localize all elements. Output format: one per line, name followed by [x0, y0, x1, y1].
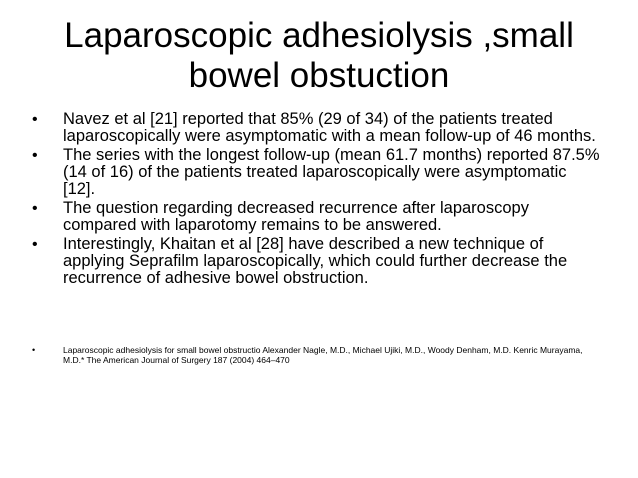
- bullet-item: [32, 236, 602, 287]
- bullet-item: [32, 147, 602, 198]
- bullet-text: Navez et al [21] reported that 85% (29 of 34) of the patients treated laparoscopically were asymptomatic with a mean follow-up of 46 months.: [63, 110, 596, 145]
- bullet-item: [32, 200, 602, 234]
- title-line-2: bowel obstuction: [188, 56, 450, 95]
- reference-bullet-dot: •: [32, 345, 36, 355]
- slide-title: [40, 16, 598, 96]
- bullet-text: Interestingly, Khaitan et al [28] have described a new technique of applying Seprafilm laparoscopically, which could further decrease the recurrence of adhesive bowel obstruction.: [63, 235, 568, 287]
- reference-text: Laparoscopic adhesiolysis for small bowel obstructio Alexander Nagle, M.D., Michael Ujiki, M.D., Woody Denham, M.D. Kenric Murayama, M.D.* The American Journal of Surgery 187 (2004) 464–470: [63, 345, 583, 365]
- bullet-text: The series with the longest follow-up (mean 61.7 months) reported 87.5% (14 of 16) of the patients treated laparoscopically were asymptomatic [12].: [63, 146, 600, 198]
- bullet-list: [32, 111, 602, 289]
- bullet-dot: •: [32, 111, 38, 128]
- reference-citation: [32, 345, 602, 365]
- bullet-dot: •: [32, 200, 38, 217]
- bullet-text: The question regarding decreased recurrence after laparoscopy compared with laparotomy remains to be answered.: [63, 199, 529, 234]
- bullet-dot: •: [32, 236, 38, 253]
- bullet-dot: •: [32, 147, 38, 164]
- bullet-item: [32, 111, 602, 145]
- title-line-1: Laparoscopic adhesiolysis ,small: [64, 16, 574, 55]
